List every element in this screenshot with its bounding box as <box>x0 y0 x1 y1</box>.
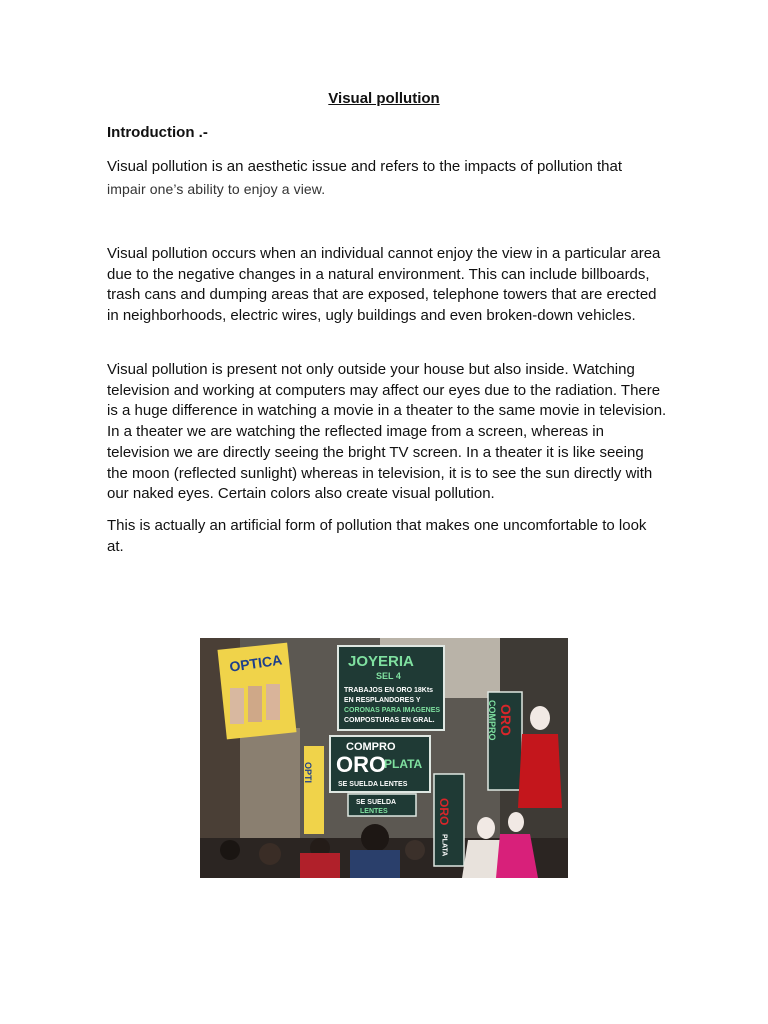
street-signs-illustration <box>200 638 568 878</box>
vertical-oro-text: ORO <box>437 798 451 826</box>
right-compro-text: COMPRO <box>487 700 497 741</box>
trabajos-line-2: EN RESPLANDORES Y <box>344 697 421 704</box>
trabajos-line-3: CORONAS PARA IMAGENES <box>344 707 441 714</box>
street-signs-photo <box>200 638 568 878</box>
paragraph-2: Visual pollution is present not only outside your house but also inside. Watching television and working at computers may affect our eyes due to the radiation. There is a huge difference in watching a movie in a theater to the same movie in television. In a theater we are watching the reflected image from a screen, whereas in television we are directly seeing the bright TV screen. In a theater it is like seeing the moon (reflected sunlight) whereas in television, it is to see the sun directly with our naked eyes. Certain colors also create visual pollution. <box>107 361 667 503</box>
trabajos-line-1: TRABAJOS EN ORO 18Kts <box>344 687 434 694</box>
oro-text: ORO <box>336 752 387 777</box>
vertical-optica-text: OPTI <box>303 762 313 784</box>
vertical-optica-sign <box>303 746 324 834</box>
joyeria-text: JOYERIA <box>348 653 414 670</box>
right-oro-text: ORO <box>498 704 514 736</box>
intro-line-1: Visual pollution is an aesthetic issue and refers to the impacts of pollution that <box>107 158 623 175</box>
paragraph-1: Visual pollution occurs when an individual cannot enjoy the view in a particular area due to the negative changes in a natural environment. This can include billboards, trash cans and dumping areas that are exposed, telephone towers that are erected in neighborhoods, electric wires, ugly buildings and even broken-down vehicles. <box>107 245 661 325</box>
document-title: Visual pollution <box>328 90 440 107</box>
compro-text: COMPRO <box>346 741 396 753</box>
optica-sign-text: OPTICA <box>228 651 284 675</box>
right-compro-oro-sign <box>487 692 522 790</box>
paragraph-3: This is actually an artificial form of pollution that makes one uncomfortable to look at. <box>107 517 647 555</box>
se-suelda-sign <box>348 794 416 816</box>
plata-text: PLATA <box>384 757 423 771</box>
optica-sign <box>217 643 296 740</box>
intro-line-2: impair one’s ability to enjoy a view. <box>107 181 326 197</box>
vertical-compro-sign <box>434 774 464 866</box>
joyeria-sign <box>338 646 444 730</box>
section-heading: Introduction .- <box>107 124 208 141</box>
trabajos-line-4: COMPOSTURAS EN GRAL. <box>344 717 435 724</box>
joyeria-sub-text: SEL 4 <box>376 671 401 681</box>
vertical-plata-text: PLATA <box>440 834 448 857</box>
compro-oro-plata-sign <box>330 736 430 792</box>
lentes-text: LENTES <box>360 808 388 815</box>
se-suelda-lentes-text: SE SUELDA LENTES <box>338 781 408 788</box>
se-suelda-text: SE SUELDA <box>356 799 397 806</box>
